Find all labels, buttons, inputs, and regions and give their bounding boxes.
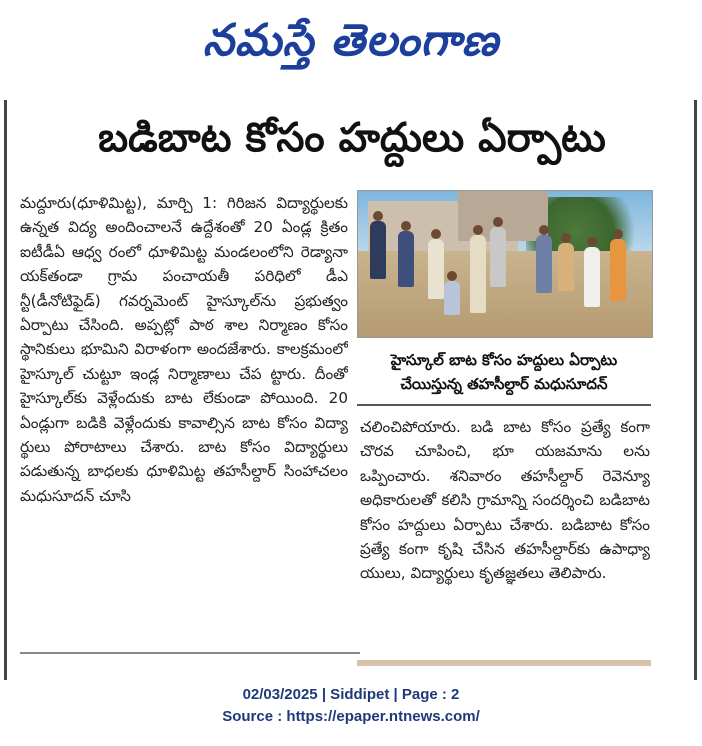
left-border-rule — [4, 100, 7, 680]
caption-line-2: చేయిస్తున్న తహసీల్దార్ మధుసూదన్ — [400, 375, 608, 393]
photo-person — [610, 239, 626, 301]
photo-person — [370, 221, 386, 279]
masthead-title: నమస్తే తెలంగాణ — [202, 15, 500, 66]
photo-caption — [357, 340, 651, 406]
bottom-divider — [20, 652, 360, 654]
footer-source: Source : https://epaper.ntnews.com/ — [222, 708, 480, 725]
photo-person — [536, 235, 552, 293]
masthead — [0, 0, 702, 92]
footer — [0, 684, 702, 728]
article-left-column — [20, 191, 348, 643]
article-headline — [22, 112, 682, 174]
footer-date-edition: 02/03/2025 | Siddipet | Page : 2 — [242, 686, 460, 703]
caption-line-1: హైస్కూల్ బాట కోసం హద్దులు ఏర్పాటు — [390, 351, 618, 369]
photo-person — [444, 281, 460, 315]
article-photo — [357, 190, 653, 338]
right-border-rule — [694, 100, 697, 680]
right-column-text: చలించిపోయారు. బడి బాట కోసం ప్రత్యే కంగా చొరవ చూపించి, భూ యజమాను లను ఒప్పించారు. శనివారం తహసీల్దార్ రెవెన్యూ అధికారులతో కలిసి గ్రామాన్ని సందర్శించి బడిబాట కోసం హద్దులు ఏర్పాటు చేశారు. బడిబాట కోసం ప్రత్యే కంగా కృషి చేసిన తహసీల్దార్‌కు ఉపాధ్యా యులు, విద్యార్థులు కృతజ్ఞతలు తెలిపారు. — [360, 418, 650, 583]
photo-person — [398, 231, 414, 287]
left-column-text: మద్దూరు(ధూళిమిట్ట), మార్చి 1: గిరిజన విద్యార్థులకు ఉన్నత విద్య అందించాలనే ఉద్దేశంతో 20 ఏండ్ల క్రితం ఐటీడీఏ ఆధ్వ రంలో ధూళిమిట్ట మండలంలోని రెడ్యానా యక్‌తండా గ్రామ పంచాయతీ పరిధిలో డీఎ న్టీ(డీనోటిఫైడ్) గవర్నమెంట్ హైస్కూల్‌ను ప్రభుత్వం ఏర్పాటు చేసింది. అప్పట్లో పాఠ శాల నిర్మాణం కోసం స్థానికులు భూమిని విరాళంగా అందజేశారు. కాలక్రమంలో హైస్కూల్ చుట్టూ ఇండ్ల నిర్మాణాలు చేప ట్టారు. దీంతో హైస్కూల్‌కు వెళ్లేందుకు బాట లేకుండా పోయింది. 20 ఏండ్లుగా బడికి వెళ్లేందుకు కావాల్సిన బాట కోసం విద్యా ర్థులు పోరాటాలు చేశారు. బాట కోసం విద్యార్థులు పడుతున్న బాధలకు ధూళిమిట్ట తహసీల్దార్ సింహాచలం మధుసూదన్ చూసి — [20, 194, 348, 505]
photo-person — [470, 235, 486, 313]
next-article-strip — [357, 660, 651, 666]
photo-person — [558, 243, 574, 291]
photo-person — [490, 227, 506, 287]
article-right-column — [360, 415, 650, 635]
photo-person — [584, 247, 600, 307]
headline-text: బడిబాట కోసం హద్దులు ఏర్పాటు — [98, 115, 606, 161]
photo-person — [428, 239, 444, 299]
